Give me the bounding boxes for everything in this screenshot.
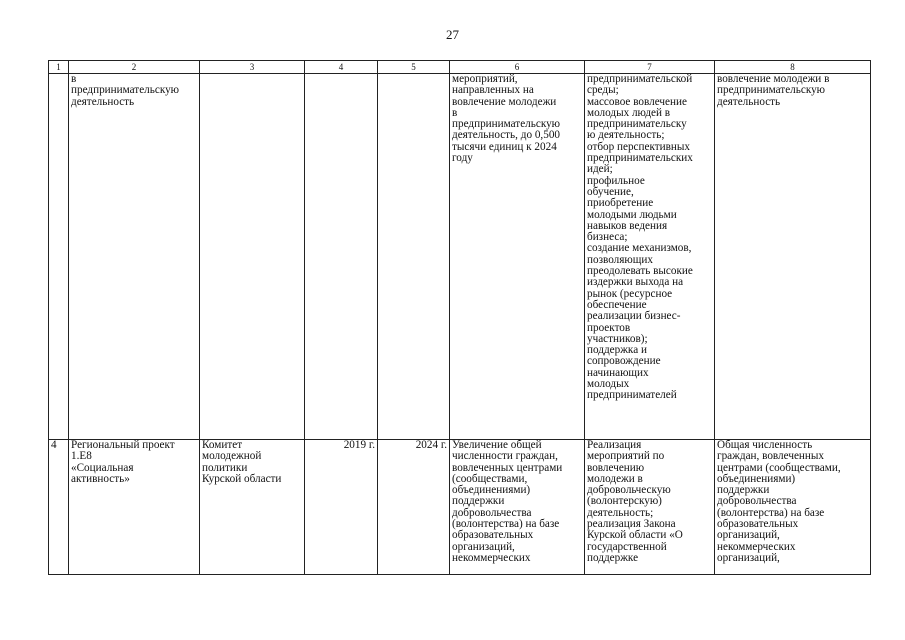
indicator-cell: Общая численность граждан, вовлеченных центрами (сообществами, объединениями) поддержки добровольчества (волонтерства) на базе образовательных организаций, некоммерческих организаций, xyxy=(715,440,871,575)
column-number-2: 2 xyxy=(69,61,200,74)
project-name-cell: в предпринимательскую деятельность xyxy=(69,74,200,440)
row-number-cell: 4 xyxy=(49,440,69,575)
start-year-cell xyxy=(305,74,378,440)
row-number-cell xyxy=(49,74,69,440)
column-number-6: 6 xyxy=(450,61,585,74)
table-row xyxy=(49,74,871,440)
responsible-cell xyxy=(200,74,305,440)
table-header-row xyxy=(49,61,871,74)
table-row xyxy=(49,440,871,575)
end-year-cell: 2024 г. xyxy=(378,440,450,575)
program-table xyxy=(48,60,871,575)
column-number-1: 1 xyxy=(49,61,69,74)
column-number-5: 5 xyxy=(378,61,450,74)
project-name-cell: Региональный проект 1.Е8 «Социальная активность» xyxy=(69,440,200,575)
indicator-cell: вовлечение молодежи в предпринимательскую деятельность xyxy=(715,74,871,440)
end-year-cell xyxy=(378,74,450,440)
responsible-cell: Комитет молодежной политики Курской области xyxy=(200,440,305,575)
page-number: 27 xyxy=(446,27,459,42)
activities-cell: Реализация мероприятий по вовлечению молодежи в добровольческую (волонтерскую) деятельность; реализация Закона Курской области «О государственной поддержке xyxy=(585,440,715,575)
expected-result-cell: мероприятий, направленных на вовлечение молодежи в предпринимательскую деятельность, до 0,500 тысячи единиц к 2024 году xyxy=(450,74,585,440)
column-number-8: 8 xyxy=(715,61,871,74)
expected-result-cell: Увеличение общей численности граждан, вовлеченных центрами (сообществами, объединениями) поддержки добровольчества (волонтерства) на базе образовательных организаций, некоммерческих xyxy=(450,440,585,575)
column-number-7: 7 xyxy=(585,61,715,74)
activities-cell: предпринимательской среды; массовое вовлечение молодых людей в предпринимательску ю деятельность; отбор перспективных предпринимательских идей; профильное обучение, приобретение молодыми людьми навыков ведения бизнеса; создание механизмов, позволяющих преодолевать высокие издержки выхода на рынок (ресурсное обеспечение реализации бизнес- проектов участников); поддержка и сопровождение начинающих молодых предпринимателей xyxy=(585,74,715,440)
start-year-cell: 2019 г. xyxy=(305,440,378,575)
column-number-4: 4 xyxy=(305,61,378,74)
column-number-3: 3 xyxy=(200,61,305,74)
